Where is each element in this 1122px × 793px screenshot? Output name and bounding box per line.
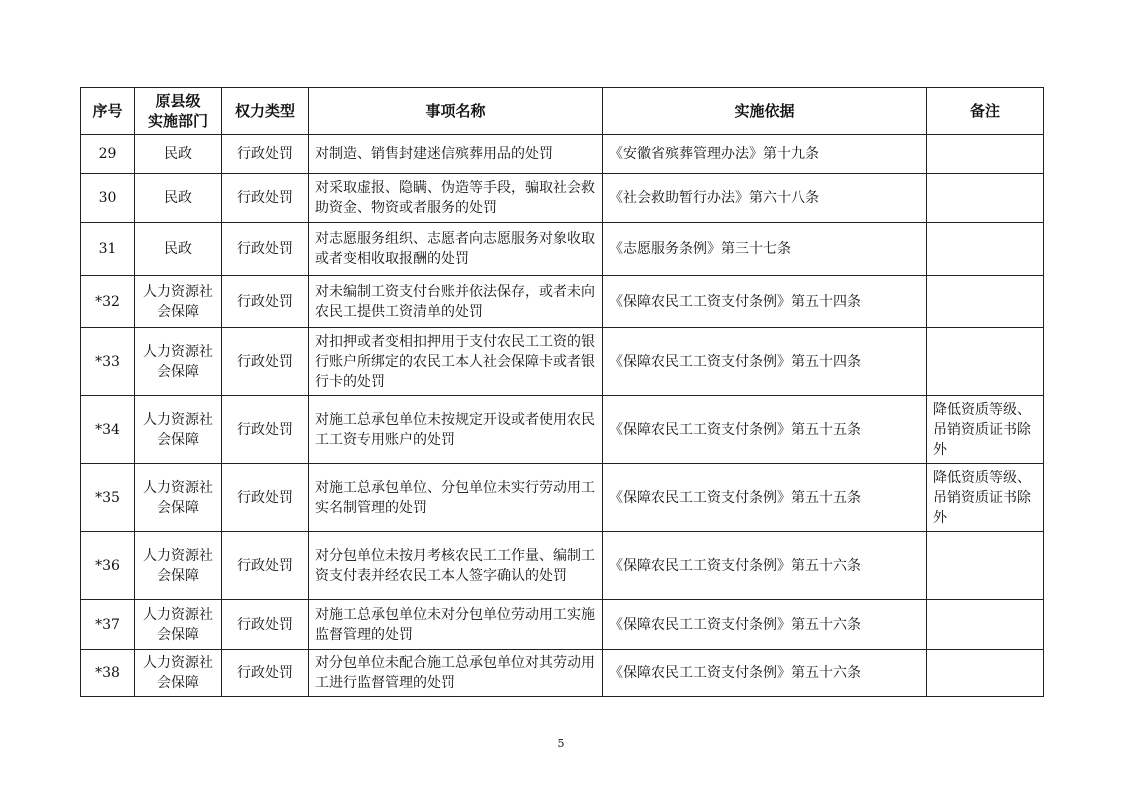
cell-remark [927,328,1044,396]
cell-remark [927,276,1044,328]
cell-no: *36 [81,532,135,600]
cell-basis: 《保障农民工工资支付条例》第五十六条 [603,600,927,650]
cell-item: 对分包单位未按月考核农民工工作量、编制工资支付表并经农民工本人签字确认的处罚 [309,532,603,600]
cell-remark [927,135,1044,174]
cell-type: 行政处罚 [222,276,309,328]
page-number: 5 [557,737,565,750]
cell-remark [927,223,1044,276]
cell-type: 行政处罚 [222,135,309,174]
items-table [80,87,1044,697]
cell-dept: 人力资源社会保障 [135,396,222,464]
cell-remark: 降低资质等级、吊销资质证书除外 [927,464,1044,532]
cell-no: *35 [81,464,135,532]
table-row [81,174,1044,223]
table-row [81,650,1044,697]
cell-type: 行政处罚 [222,328,309,396]
cell-item: 对施工总承包单位未对分包单位劳动用工实施监督管理的处罚 [309,600,603,650]
cell-dept: 人力资源社会保障 [135,276,222,328]
table-row [81,328,1044,396]
cell-remark [927,650,1044,697]
cell-type: 行政处罚 [222,174,309,223]
cell-no: 31 [81,223,135,276]
cell-no: *32 [81,276,135,328]
header-item: 事项名称 [309,88,603,135]
cell-item: 对施工总承包单位未按规定开设或者使用农民工工资专用账户的处罚 [309,396,603,464]
cell-type: 行政处罚 [222,532,309,600]
cell-basis: 《保障农民工工资支付条例》第五十四条 [603,328,927,396]
cell-no: *37 [81,600,135,650]
cell-remark [927,600,1044,650]
cell-dept: 人力资源社会保障 [135,328,222,396]
cell-remark [927,532,1044,600]
table-row [81,464,1044,532]
cell-item: 对扣押或者变相扣押用于支付农民工工资的银行账户所绑定的农民工本人社会保障卡或者银行卡的处罚 [309,328,603,396]
cell-item: 对制造、销售封建迷信殡葬用品的处罚 [309,135,603,174]
cell-no: 29 [81,135,135,174]
header-type: 权力类型 [222,88,309,135]
cell-basis: 《保障农民工工资支付条例》第五十六条 [603,650,927,697]
cell-dept: 民政 [135,174,222,223]
cell-dept: 人力资源社会保障 [135,650,222,697]
cell-type: 行政处罚 [222,650,309,697]
cell-type: 行政处罚 [222,600,309,650]
header-remark: 备注 [927,88,1044,135]
cell-type: 行政处罚 [222,396,309,464]
header-seq: 序号 [81,88,135,135]
table-row [81,396,1044,464]
cell-no: *34 [81,396,135,464]
cell-basis: 《安徽省殡葬管理办法》第十九条 [603,135,927,174]
cell-dept: 民政 [135,223,222,276]
cell-type: 行政处罚 [222,223,309,276]
cell-basis: 《社会救助暂行办法》第六十八条 [603,174,927,223]
cell-item: 对未编制工资支付台账并依法保存，或者未向农民工提供工资清单的处罚 [309,276,603,328]
cell-item: 对分包单位未配合施工总承包单位对其劳动用工进行监督管理的处罚 [309,650,603,697]
header-dept: 原县级 实施部门 [135,88,222,135]
cell-basis: 《保障农民工工资支付条例》第五十五条 [603,396,927,464]
cell-item: 对采取虚报、隐瞒、伪造等手段，骗取社会救助资金、物资或者服务的处罚 [309,174,603,223]
cell-item: 对志愿服务组织、志愿者向志愿服务对象收取或者变相收取报酬的处罚 [309,223,603,276]
cell-dept: 民政 [135,135,222,174]
cell-dept: 人力资源社会保障 [135,532,222,600]
cell-basis: 《保障农民工工资支付条例》第五十四条 [603,276,927,328]
table-row [81,600,1044,650]
table-row [81,532,1044,600]
cell-type: 行政处罚 [222,464,309,532]
table-row [81,223,1044,276]
cell-basis: 《保障农民工工资支付条例》第五十六条 [603,532,927,600]
cell-basis: 《志愿服务条例》第三十七条 [603,223,927,276]
table-row [81,276,1044,328]
cell-no: 30 [81,174,135,223]
cell-basis: 《保障农民工工资支付条例》第五十五条 [603,464,927,532]
header-basis: 实施依据 [603,88,927,135]
cell-remark: 降低资质等级、吊销资质证书除外 [927,396,1044,464]
cell-no: *33 [81,328,135,396]
cell-remark [927,174,1044,223]
cell-item: 对施工总承包单位、分包单位未实行劳动用工实名制管理的处罚 [309,464,603,532]
cell-dept: 人力资源社会保障 [135,600,222,650]
cell-no: *38 [81,650,135,697]
cell-dept: 人力资源社会保障 [135,464,222,532]
table-header-row [81,88,1044,135]
table-row [81,135,1044,174]
